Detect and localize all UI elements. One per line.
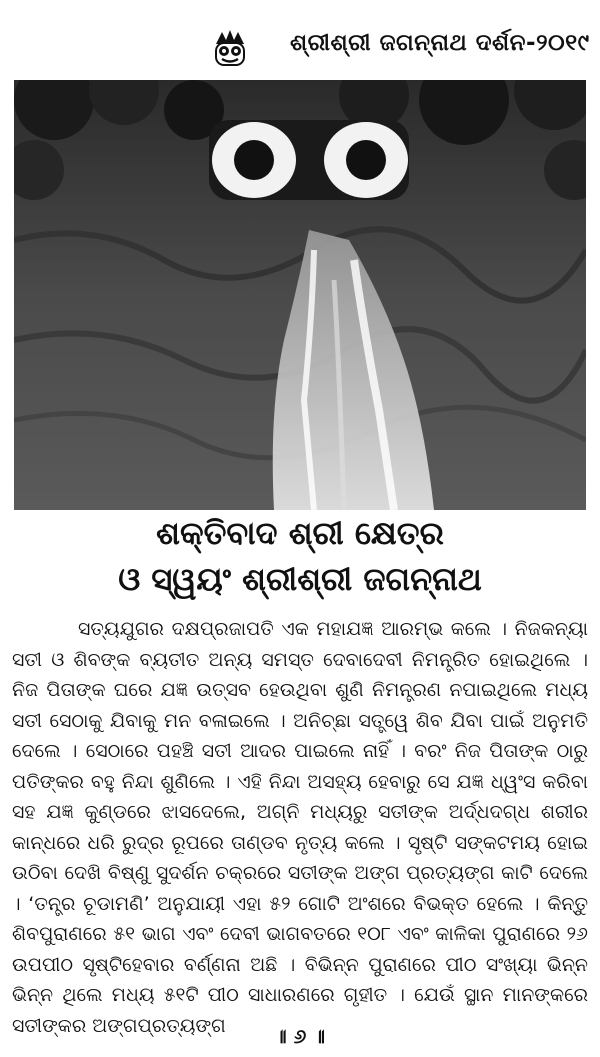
article-title-line-2: ଓ ସ୍ୱୟଂ ଶ୍ରୀଶ୍ରୀ ଜଗନ୍ନାଥ bbox=[118, 560, 482, 598]
article-body bbox=[12, 614, 588, 1041]
page-header bbox=[0, 26, 600, 70]
jagannath-face-icon bbox=[210, 28, 250, 68]
article-paragraph: ସତ୍ୟଯୁଗର ଦକ୍ଷପ୍ରଜାପତି ଏକ ମହାଯଜ୍ଞ ଆରମ୍ଭ କଲେ । ନିଜକନ୍ୟା ସତୀ ଓ ଶିବଙ୍କ ବ୍ୟତୀତ ଅନ୍ୟ ସମସ୍ତ ଦେବାଦେବୀ ନିମନ୍ତ୍ରିତ ହୋଇଥିଲେ । ନିଜ ପିତାଙ୍କ ଘରେ ଯଜ୍ଞ ଉତ୍ସବ ହେଉଥିବା ଶୁଣି ନିମନ୍ତ୍ରଣ ନପାଇଥିଲେ ମଧ୍ୟ ସତୀ ସେଠାକୁ ଯିବାକୁ ମନ ବଳାଇଲେ । ଅନିଚ୍ଛା ସତ୍ତ୍ୱେ ଶିବ ଯିବା ପାଇଁ ଅନୁମତି ଦେଲେ । ସେଠାରେ ପହଞ୍ଚି ସତୀ ଆଦର ପାଇଲେ ନାହିଁ । ବରଂ ନିଜ ପିତାଙ୍କ ଠାରୁ ପତିଙ୍କର ବହୁ ନିନ୍ଦା ଶୁଣିଲେ । ଏହି ନିନ୍ଦା ଅସହ୍ୟ ହେବାରୁ ସେ ଯଜ୍ଞ ଧ୍ୱଂସ କରିବା ସହ ଯଜ୍ଞ କୁଣ୍ଡରେ ଝାସଦେଲେ, ଅଗ୍ନି ମଧ୍ୟରୁ ସତୀଙ୍କ ଅର୍ଦ୍ଧଦଗ୍ଧ ଶରୀର କାନ୍ଧରେ ଧରି ରୁଦ୍ର ରୂପରେ ତାଣ୍ଡବ ନୃତ୍ୟ କଲେ । ସୃଷ୍ଟି ସଙ୍କଟମୟ ହୋଇ ଉଠିବା ଦେଖି ବିଷ୍ଣୁ ସୁଦର୍ଶନ ଚକ୍ରରେ ସତୀଙ୍କ ଅଙ୍ଗ ପ୍ରତ୍ୟଙ୍ଗ କାଟି ଦେଲେ । ‘ତନ୍ତ୍ର ଚୂଡାମଣି’ ଅନୁଯାୟୀ ଏହା ୫୨ ଗୋଟି ଅଂଶରେ ବିଭକ୍ତ ହେଲେ । କିନ୍ତୁ ଶିବପୁରାଣରେ ୫୧ ଭାଗ ଏବଂ ଦେବୀ ଭାଗବତରେ ୧୦୮ ଏବଂ କାଳିକା ପୁରାଣରେ ୨୬ ଉପପୀଠ ସୃଷ୍ଟିହେବାର ବର୍ଣ୍ଣନା ଅଛି । ବିଭିନ୍ନ ପୁରାଣରେ ପୀଠ ସଂଖ୍ୟା ଭିନ୍ନ ଭିନ୍ନ ଥିଲେ ମଧ୍ୟ ୫୧ଟି ପୀଠ ସାଧାରଣରେ ଗୃହୀତ । ଯେଉଁ ସ୍ଥାନ ମାନଙ୍କରେ ସତୀଙ୍କର ଅଙ୍ଗପ୍ରତ୍ୟଙ୍ଗ bbox=[12, 618, 588, 1037]
waterfall-rock-jagannath-eyes-image bbox=[14, 80, 586, 510]
page-number: ॥ ୬ ॥ bbox=[274, 1024, 326, 1048]
header-title: ଶ୍ରୀଶ୍ରୀ ଜଗନ୍ନାଥ ଦର୍ଶନ-୨୦୧୯ bbox=[290, 30, 590, 56]
article-title-line-1: ଶକ୍ତିବାଦ ଶ୍ରୀ କ୍ଷେତ୍ର bbox=[156, 514, 444, 552]
article-title bbox=[0, 510, 600, 602]
